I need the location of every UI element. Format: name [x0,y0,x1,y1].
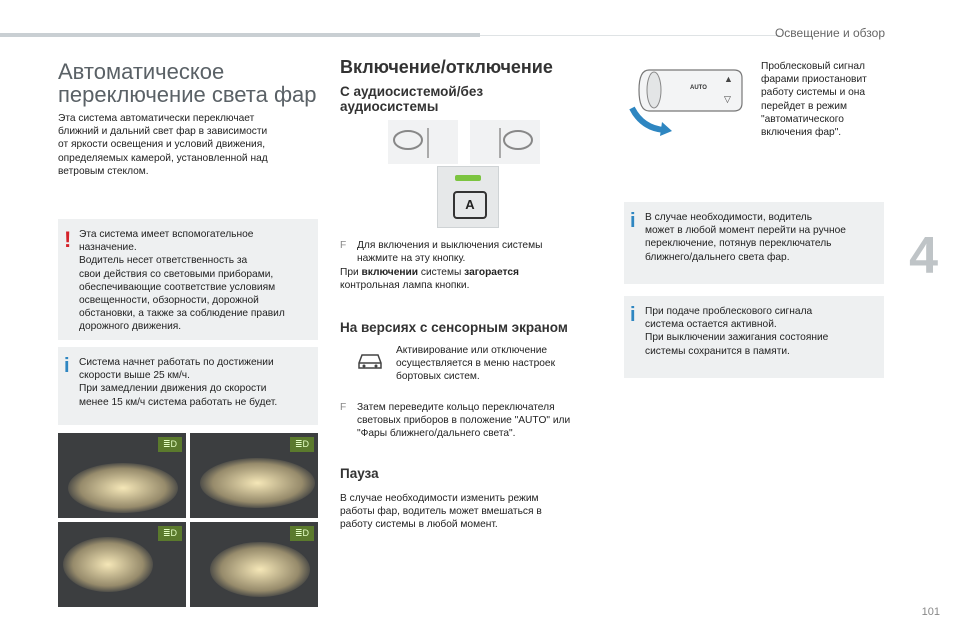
bullet-line: "Фары ближнего/дальнего света". [357,428,516,440]
light-stalk-illustration [624,58,754,138]
flash-line: фарами приостановит [761,74,867,86]
lamp-note-line1 [340,266,600,279]
warning-line: обеспечивающие соответствие условиям [79,281,276,293]
text-bold: включении [361,267,419,278]
bullet-line: Затем переведите кольцо переключателя [357,402,555,413]
touchscreen-text [396,344,596,384]
info-line: При выключении зажигания состояние [645,332,829,344]
auto-light-indicator-icon: ≣D [290,437,314,452]
intro-line: ближний и дальний свет фар в зависимости [58,126,268,138]
flash-line: "автоматического [761,113,844,125]
page-heading [58,60,318,106]
light-beam [68,463,178,513]
svg-text:▽: ▽ [724,94,731,104]
intro-line: определяемых камерой, установленной над [58,152,268,164]
warning-box [58,219,318,340]
info-text [645,305,877,358]
warning-line: назначение. [79,242,137,254]
text-fragment: При [340,267,362,278]
info-icon: i [630,210,636,232]
intro-paragraph [58,112,303,178]
lamp-note-line2: контрольная лампа кнопки. [340,280,470,292]
section-title: Освещение и обзор [774,26,885,40]
info-icon: i [64,355,70,377]
info-box-memory [624,296,884,378]
warning-line: Водитель несет ответственность за [79,255,248,267]
indicator-lamp [455,175,481,181]
header-rule-thin [480,35,780,36]
info-box-manual [624,202,884,284]
chapter-number: 4 [909,227,938,285]
auto-light-indicator-icon: ≣D [158,526,182,541]
subheading-line: С аудиосистемой/без [340,84,484,99]
bullet-press-button [340,239,600,265]
section-heading: Включение/отключение [340,57,553,77]
pause-line: В случае необходимости изменить режим [340,493,539,504]
bullet-line: Для включения и выключения системы [357,240,543,251]
bullet-line: световых приборов в положение "AUTO" или [357,415,571,427]
subheading-audio [340,84,540,114]
pause-line: работу системы в любой момент. [340,519,498,531]
warning-line: Эта система имеет вспомогательное [79,229,254,240]
page-heading-line2: переключение света фар [58,82,317,107]
flash-line: Проблесковый сигнал [761,61,865,72]
lamp-note [340,266,600,292]
illustration-panel [58,522,186,607]
info-text [645,211,877,264]
info-line: скорости выше 25 км/ч. [79,370,190,382]
svg-text:▲: ▲ [724,74,733,84]
intro-line: ветровым стеклом. [58,165,149,177]
header-rule [0,33,480,37]
stalk-auto-label: AUTO [690,85,707,91]
headlight-auto-icon: A [453,191,487,219]
warning-line: дорожного движения. [79,321,182,333]
auto-headlight-button[interactable] [437,166,499,228]
info-line: менее 15 км/ч система работать не будет. [79,396,278,408]
flash-line: включения фар". [761,127,842,139]
pause-line: работы фар, водитель может вмешаться в [340,506,542,518]
page-heading-line1: Автоматическое [58,59,225,84]
bullet-icon: F [340,402,347,413]
auto-light-indicator-icon: ≣D [158,437,182,452]
info-line: переключение, потянув переключатель [645,238,832,250]
info-line: может в любой момент перейти на ручное [645,225,846,237]
bullet-ring-switch [340,401,610,441]
warning-line: обстановки, а также за соблюдение правил [79,308,285,320]
touch-line: бортовых систем. [396,371,480,383]
warning-icon: ! [64,227,72,252]
illustration-panel [190,522,318,607]
subheading-line: аудиосистемы [340,99,439,114]
illustration-panel [190,433,318,518]
info-line: системы сохранится в памяти. [645,345,790,357]
info-line: В случае необходимости, водитель [645,212,813,223]
info-text [79,356,311,409]
headlight-illustrations [58,433,318,607]
flash-line: перейдет в режим [761,100,847,112]
light-beam [63,537,153,592]
subheading-pause: Пауза [340,466,379,481]
warning-line: свои действия со световыми приборами, [79,268,274,280]
info-line: система остается активной. [645,319,777,331]
text-fragment: системы [418,267,465,278]
illustration-panel [58,433,186,518]
light-beam [200,458,315,508]
text-bold: загорается [464,267,519,278]
pause-text [340,492,600,532]
auto-light-indicator-icon: ≣D [290,526,314,541]
bullet-line: нажмите на эту кнопку. [357,253,466,265]
light-beam [210,542,310,597]
info-line: При подаче проблескового сигнала [645,306,813,317]
touch-line: Активирование или отключение [396,345,548,356]
touch-line: осуществляется в меню настроек [396,358,556,370]
info-line: ближнего/дальнего света фар. [645,251,790,263]
warning-text [79,228,311,334]
steering-wheel-icons [388,120,540,164]
subheading-touchscreen: На версиях с сенсорным экраном [340,320,568,335]
info-line: Система начнет работать по достижении [79,357,274,368]
car-settings-icon [356,349,384,371]
info-icon: i [630,304,636,326]
warning-line: освещенности, обзорности, дорожной [79,295,259,307]
page-number: 101 [921,606,940,618]
intro-line: Эта система автоматически переключает [58,113,255,124]
info-box-speed [58,347,318,425]
info-line: При замедлении движения до скорости [79,383,267,395]
flash-line: работу системы и она [761,87,866,99]
bullet-icon: F [340,240,347,251]
flash-signal-text [761,60,901,139]
intro-line: от яркости освещения и условий движения, [58,139,266,151]
